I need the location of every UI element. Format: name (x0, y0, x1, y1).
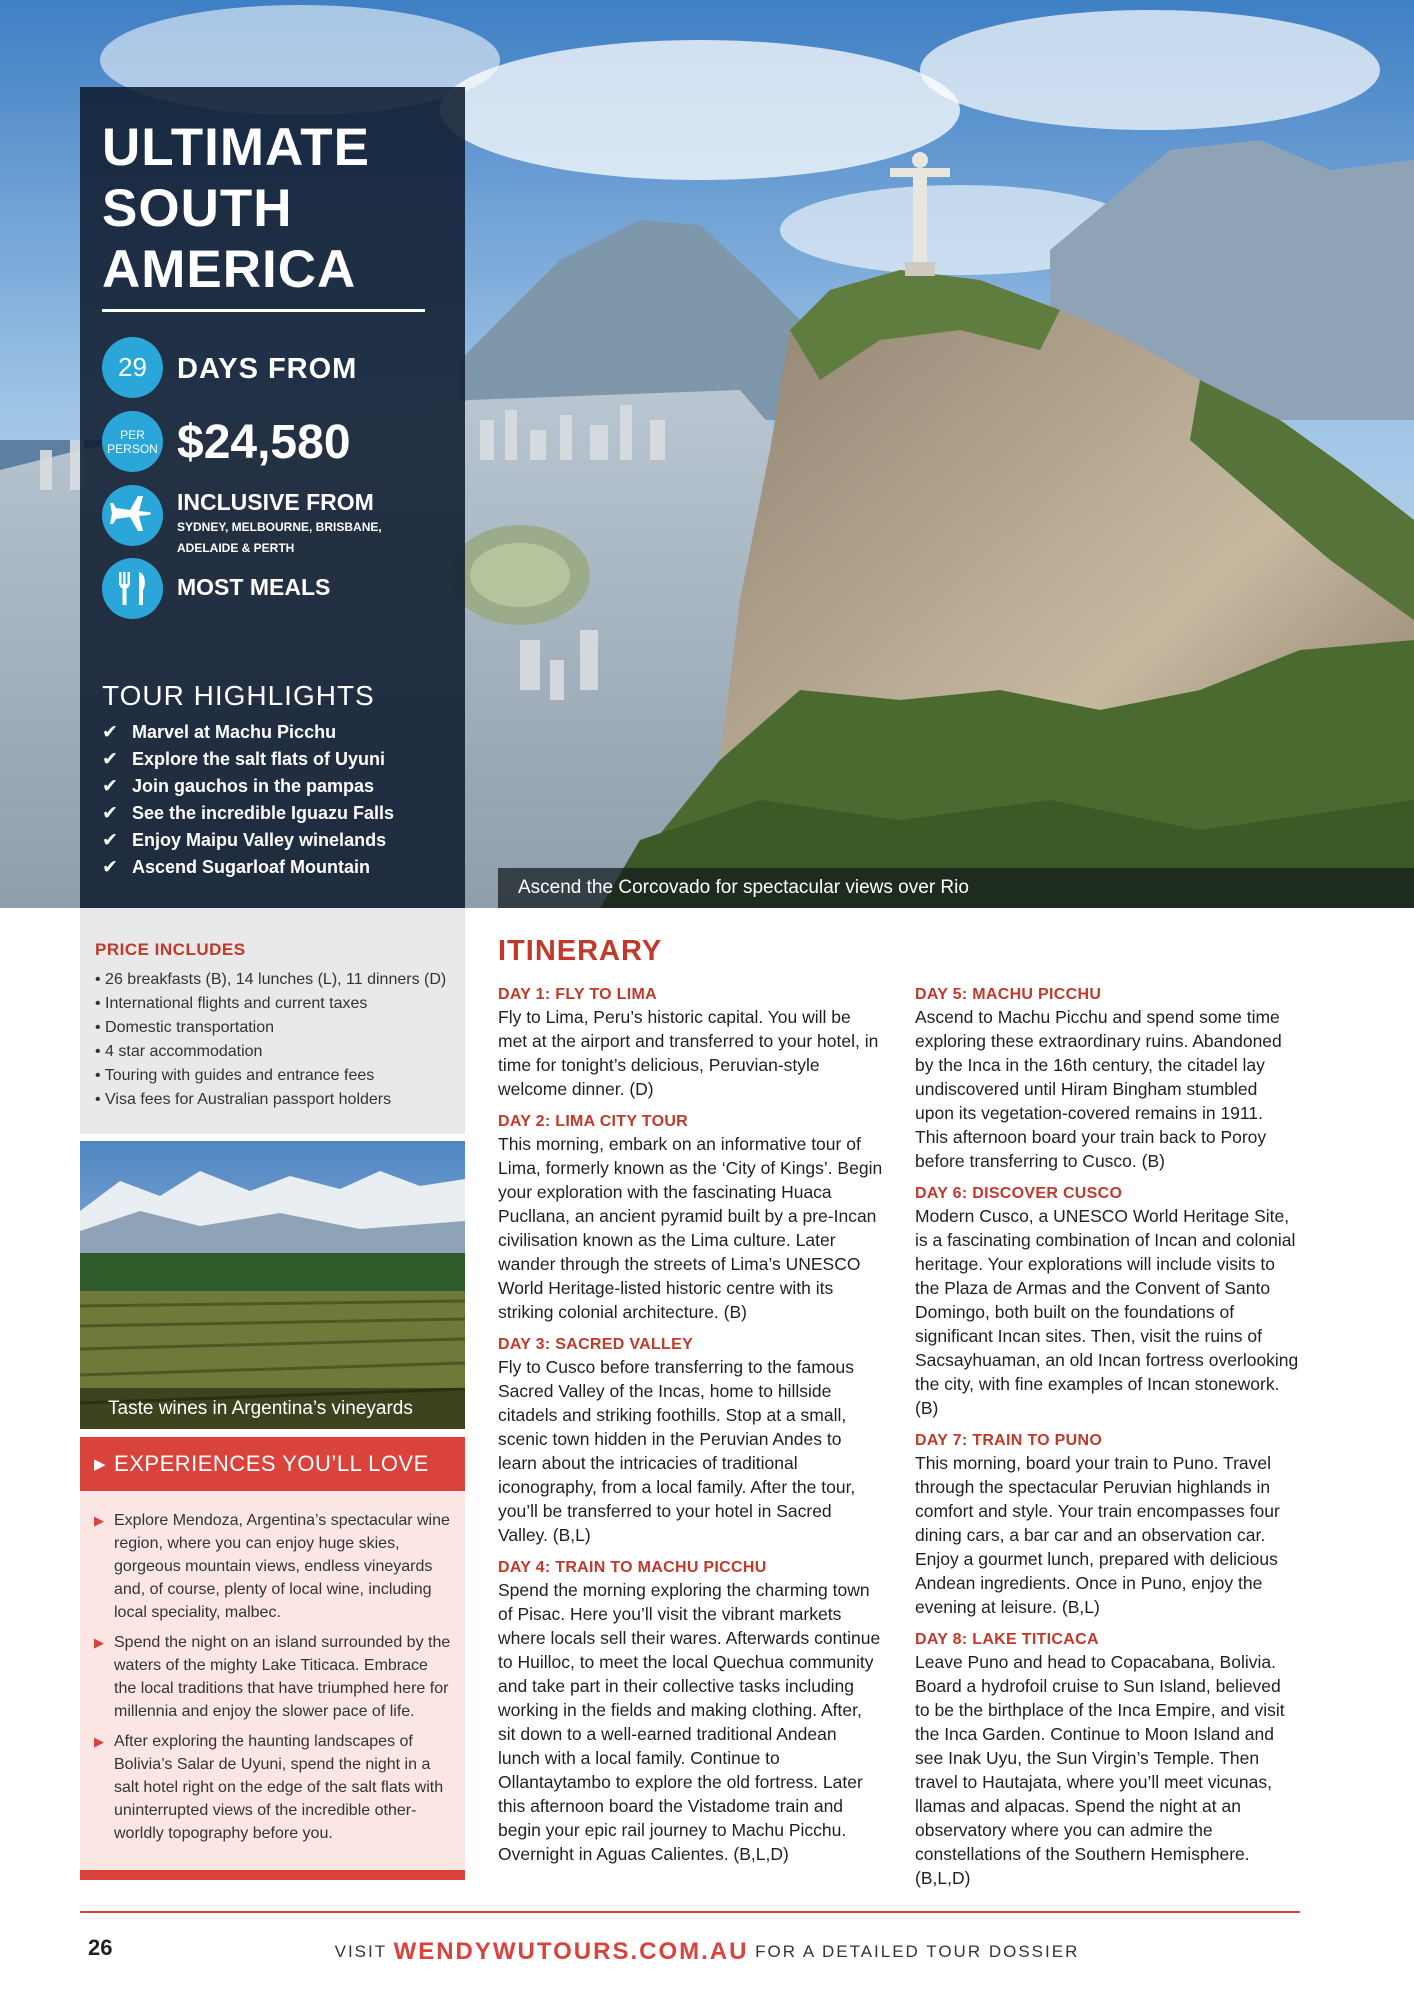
price-include-item: • International flights and current taxes (95, 995, 368, 1012)
itinerary-day (915, 1431, 1300, 1619)
tour-price: $24,580 (177, 416, 351, 469)
triangle-right-icon: ▶ (94, 1456, 107, 1473)
page-number: 26 (88, 1935, 113, 1960)
triangle-right-icon: ▶ (94, 1734, 104, 1749)
day-title: DAY 3: SACRED VALLEY (498, 1336, 694, 1353)
day-description: Modern Cusco, a UNESCO World Heritage Site, is a fascinating combination of Incan and colonial heritage. Your explorations will include visits to the Plaza de Armas and the Convent of Santo Domingo, both built on the foundations of significant Incan sites. Then, visit the ruins of Sacsayhuaman, an old Incan fortress overlooking the city, with fine examples of Incan stonework. (B) (915, 1206, 1299, 1418)
inclusive-label: INCLUSIVE FROM (177, 489, 374, 515)
checkmark-icon: ✔ (102, 776, 118, 797)
itinerary-day (498, 985, 883, 1101)
highlight-item (102, 773, 394, 800)
price-include-item: • Domestic transportation (95, 1019, 275, 1036)
itinerary-day (498, 1335, 883, 1547)
day-title: DAY 6: DISCOVER CUSCO (915, 1185, 1123, 1202)
itinerary-day (498, 1558, 883, 1866)
days-count-badge: 29 (102, 337, 163, 398)
highlight-item (102, 854, 394, 881)
highlight-text: See the incredible Iguazu Falls (132, 803, 395, 823)
footer-divider (80, 1911, 1300, 1913)
day-title: DAY 8: LAKE TITICACA (915, 1631, 1099, 1648)
per-person-line: PERSON (107, 442, 158, 456)
day-title: DAY 5: MACHU PICCHU (915, 986, 1102, 1003)
checkmark-icon: ✔ (102, 803, 118, 824)
meals-label: MOST MEALS (177, 574, 331, 600)
highlight-text: Marvel at Machu Picchu (132, 722, 337, 742)
tour-summary-panel (80, 87, 465, 908)
vineyard-illustration (80, 1141, 465, 1429)
per-person-badge (102, 411, 163, 472)
experience-item (94, 1509, 451, 1624)
day-description: Spend the morning exploring the charming town of Pisac. Here you’ll visit the vibrant markets where locals sell their wares. Afterwards continue to Huilloc, to meet the local Quechua community and take part in their collective tasks including working in the fields and making clothing. After, sit down to a well-earned traditional Andean lunch with a local family. Continue to Ollantaytambo to explore the old fortress. Later this afternoon board the Vistadome train and begin your epic rail journey to Machu Picchu. Overnight in Aguas Calientes. (B,L,D) (498, 1580, 881, 1864)
vineyard-caption: Taste wines in Argentina’s vineyards (80, 1388, 465, 1429)
day-description: Fly to Lima, Peru’s historic capital. You will be met at the airport and transferred to your hotel, in time for tonight’s delicious, Peruvian-style welcome dinner. (D) (498, 1007, 879, 1099)
footer-dossier-label: FOR A DETAILED TOUR DOSSIER (755, 1942, 1080, 1961)
highlight-text: Explore the salt flats of Uyuni (132, 749, 386, 769)
checkmark-icon: ✔ (102, 857, 118, 878)
vineyard-image (80, 1141, 465, 1429)
itinerary-day (915, 1184, 1300, 1420)
tour-title-line: SOUTH (102, 179, 293, 238)
title-divider (102, 309, 425, 312)
triangle-right-icon: ▶ (94, 1513, 104, 1528)
footer-visit-label: VISIT (334, 1942, 387, 1961)
day-title: DAY 2: LIMA CITY TOUR (498, 1113, 689, 1130)
footer-cta (0, 1938, 1414, 1966)
experiences-heading: EXPERIENCES YOU’LL LOVE (114, 1451, 429, 1476)
itinerary-day (498, 1112, 883, 1324)
tour-title-line: ULTIMATE (102, 118, 371, 177)
itinerary-day (915, 985, 1300, 1173)
highlights-heading: TOUR HIGHLIGHTS (102, 680, 375, 711)
tour-title-line: AMERICA (102, 240, 357, 299)
triangle-right-icon: ▶ (94, 1635, 104, 1650)
experiences-header (80, 1437, 465, 1491)
days-label: DAYS FROM (177, 353, 358, 385)
highlight-item (102, 827, 394, 854)
checkmark-icon: ✔ (102, 749, 118, 770)
day-description: Ascend to Machu Picchu and spend some time exploring these extraordinary ruins. Abandoned by the Inca in the 16th century, the citadel lay undiscovered until Hiram Bingham stumbled upon its vegetation-covered remains in 1911. This afternoon board your train back to Poroy before transferring to Cusco. (B) (915, 1007, 1282, 1171)
per-person-line: PER (120, 428, 145, 442)
price-include-item: • 26 breakfasts (B), 14 lunches (L), 11 dinners (D) (95, 971, 447, 988)
itinerary-day (915, 1630, 1300, 1890)
day-title: DAY 7: TRAIN TO PUNO (915, 1432, 1103, 1449)
highlight-item (102, 719, 394, 746)
experiences-body (80, 1491, 465, 1870)
checkmark-icon: ✔ (102, 830, 118, 851)
itinerary-column-left (498, 985, 883, 1877)
highlight-item (102, 800, 394, 827)
experiences-bottom-bar (80, 1870, 465, 1880)
departure-cities: SYDNEY, MELBOURNE, BRISBANE, ADELAIDE & PERTH (177, 520, 382, 555)
day-description: This morning, board your train to Puno. Travel through the spectacular Peruvian highlands in comfort and style. Your train encompasses four dining cars, a bar car and an observation car. Enjoy a gourmet lunch, prepared with delicious Andean ingredients. Once in Puno, enjoy the evening at leisure. (B,L) (915, 1453, 1280, 1617)
price-includes-list (95, 968, 465, 1112)
website-link[interactable]: WENDYWUTOURS.COM.AU (393, 1938, 749, 1965)
price-include-item: • 4 star accommodation (95, 1043, 263, 1060)
day-description: Leave Puno and head to Copacabana, Bolivia. Board a hydrofoil cruise to Sun Island, believed to be the birthplace of the Inca Empire, and visit the Inca Garden. Continue to Moon Island and see Inak Uyu, the Sun Virgin’s Temple. Then travel to Hautajata, where you’ll meet vicunas, llamas and alpacas. Spend the night at an observatory where you can admire the constellations of the Southern Hemisphere. (B,L,D) (915, 1652, 1285, 1888)
itinerary-heading: ITINERARY (498, 935, 663, 967)
experience-text: Explore Mendoza, Argentina’s spectacular wine region, where you can enjoy huge skies, gorgeous mountain views, endless vineyards and, of course, plenty of local wine, including local speciality, malbec. (114, 1512, 450, 1621)
highlight-text: Join gauchos in the pampas (132, 776, 375, 796)
experience-item (94, 1730, 451, 1845)
experience-text: After exploring the haunting landscapes of Bolivia’s Salar de Uyuni, spend the night in a salt hotel right on the edge of the salt flats with uninterrupted views of the incredible other-worldly topography before you. (114, 1733, 444, 1842)
day-title: DAY 1: FLY TO LIMA (498, 986, 657, 1003)
experience-text: Spend the night on an island surrounded by the waters of the mighty Lake Titicaca. Embrace the local traditions that have triumphed here for millennia and enjoy the slower pace of life. (114, 1634, 451, 1720)
highlight-text: Ascend Sugarloaf Mountain (132, 857, 371, 877)
price-include-item: • Visa fees for Australian passport holders (95, 1091, 392, 1108)
highlight-text: Enjoy Maipu Valley winelands (132, 830, 387, 850)
highlights-list (102, 719, 394, 881)
experience-item (94, 1631, 451, 1723)
tour-title (102, 117, 465, 300)
hero-caption: Ascend the Corcovado for spectacular views over Rio (498, 868, 1414, 908)
day-title: DAY 4: TRAIN TO MACHU PICCHU (498, 1559, 767, 1576)
itinerary-column-right (915, 985, 1300, 1901)
price-include-item: • Touring with guides and entrance fees (95, 1067, 375, 1084)
plane-icon (102, 485, 163, 546)
cutlery-icon (102, 558, 163, 619)
checkmark-icon: ✔ (102, 722, 118, 743)
price-includes-box (80, 908, 465, 1134)
price-includes-heading: PRICE INCLUDES (95, 940, 246, 959)
day-description: This morning, embark on an informative tour of Lima, formerly known as the ‘City of Kings’. Begin your exploration with the fascinating Huaca Pucllana, an ancient pyramid built by a pre-Incan civilisation known as the Lima culture. Later wander through the streets of Lima’s UNESCO World Heritage-listed historic centre with its striking colonial architecture. (B) (498, 1134, 883, 1322)
day-description: Fly to Cusco before transferring to the famous Sacred Valley of the Incas, home to hillside citadels and striking foothills. Stop at a small, scenic town hidden in the Peruvian Andes to learn about the intricacies of traditional iconography, from a local family. After the tour, you’ll be transferred to your hotel in Sacred Valley. (B,L) (498, 1357, 856, 1545)
highlight-item (102, 746, 394, 773)
